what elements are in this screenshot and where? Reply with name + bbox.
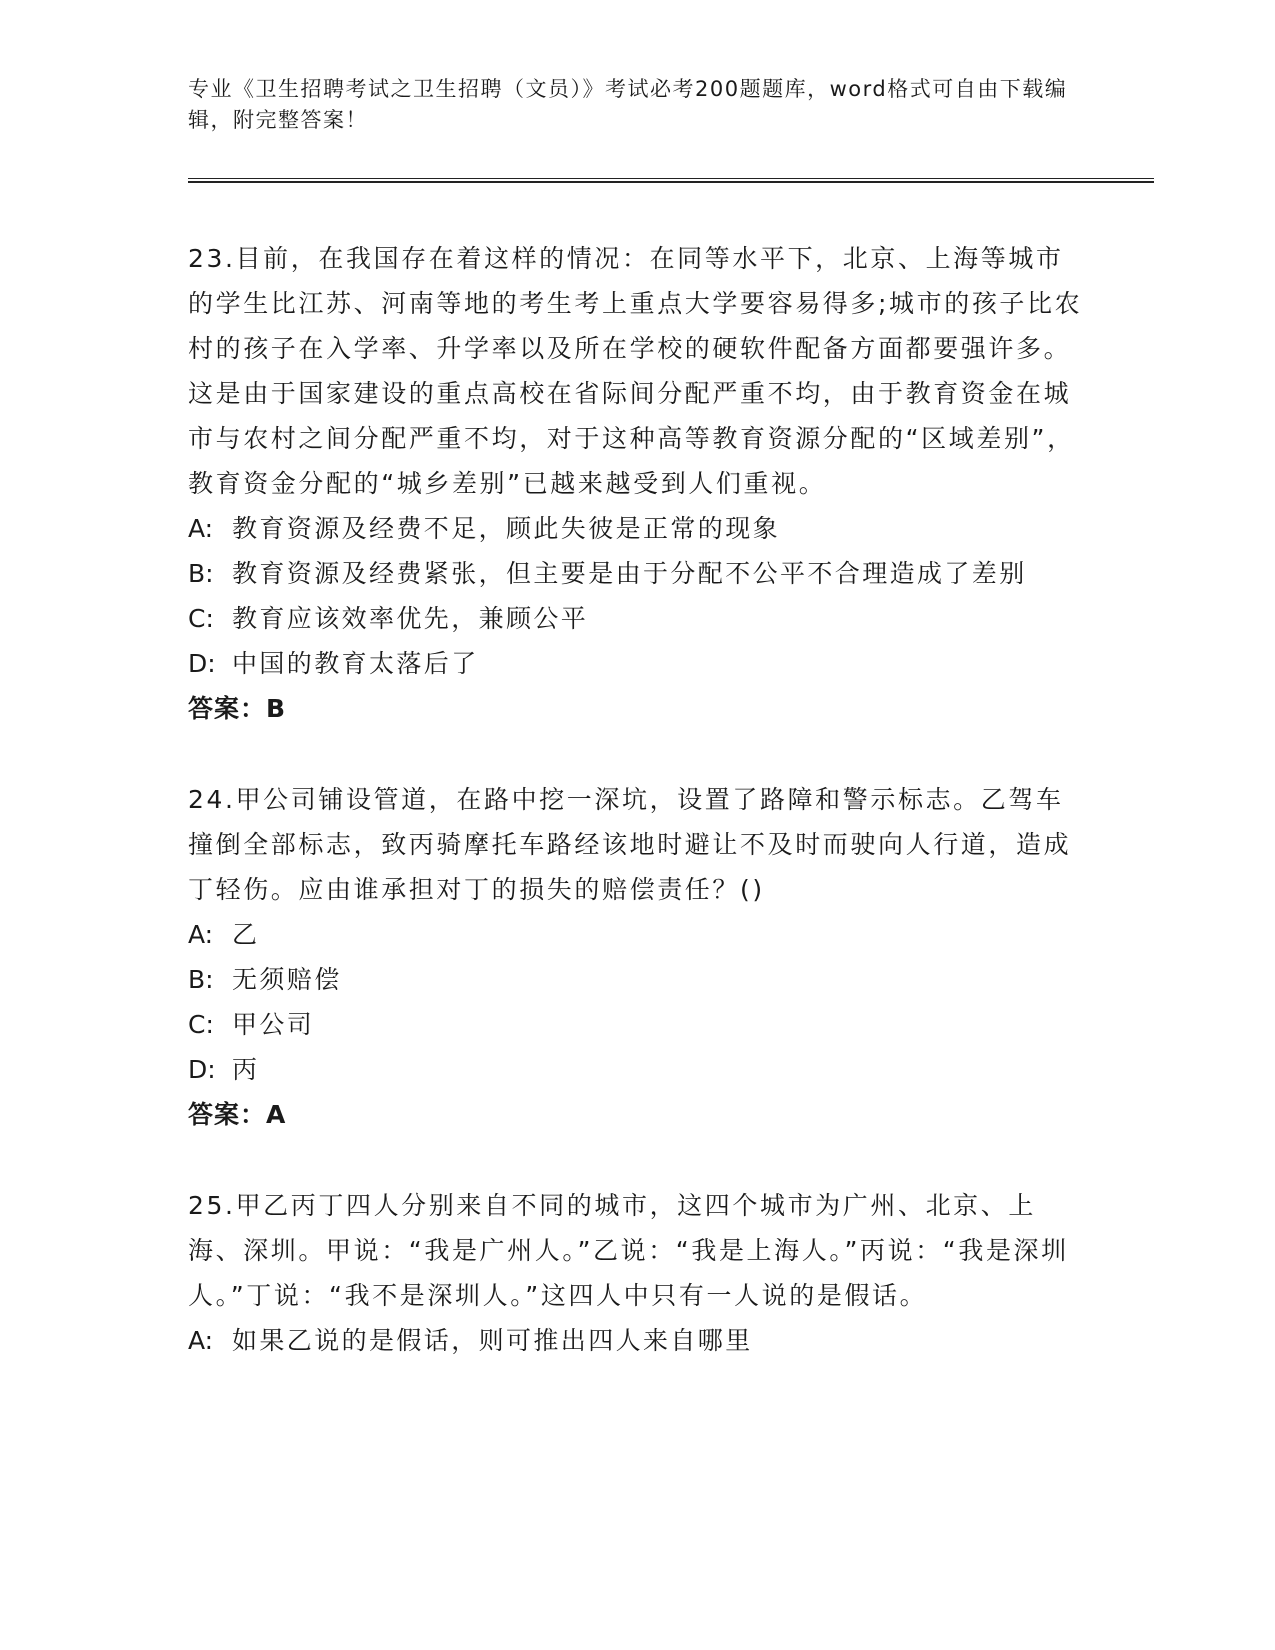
option-d: [188, 641, 1088, 686]
option-letter: A:: [188, 920, 214, 949]
option-text: 乙: [232, 920, 260, 949]
option-letter: A:: [188, 514, 214, 543]
question-number: 25.: [188, 1191, 236, 1220]
header-title: 专业《卫生招聘考试之卫生招聘（文员）》考试必考200题题库，word格式可自由下载编辑，附完整答案！: [188, 77, 1068, 132]
option-letter: B:: [188, 965, 214, 994]
question-text: [188, 236, 1088, 506]
option-a: [188, 1318, 1088, 1363]
question-number: 23.: [188, 244, 236, 273]
option-letter: B:: [188, 559, 214, 588]
option-letter: D:: [188, 649, 216, 678]
option-text: 教育应该效率优先，兼顾公平: [232, 604, 589, 633]
option-text: 无须赔偿: [232, 965, 342, 994]
option-b: [188, 551, 1088, 596]
document-header: [188, 74, 1068, 136]
option-a: [188, 506, 1088, 551]
option-letter: A:: [188, 1326, 214, 1355]
option-text: 丙: [232, 1055, 260, 1084]
option-text: 如果乙说的是假话，则可推出四人来自哪里: [232, 1326, 753, 1355]
option-a: [188, 912, 1088, 957]
question-23: [188, 236, 1088, 731]
option-letter: C:: [188, 1010, 214, 1039]
question-body: 目前，在我国存在着这样的情况：在同等水平下，北京、上海等城市的学生比江苏、河南等地的考生考上重点大学要容易得多;城市的孩子比农村的孩子在入学率、升学率以及所在学校的硬软件配备方面都要强许多。这是由于国家建设的重点高校在省际间分配严重不均，由于教育资金在城市与农村之间分配严重不均，对于这种高等教育资源分配的“区域差别”，教育资金分配的“城乡差别”已越来越受到人们重视。: [188, 244, 1083, 498]
answer-line: 答案：B: [188, 694, 287, 723]
question-25: [188, 1183, 1088, 1363]
option-text: 甲公司: [232, 1010, 315, 1039]
option-b: [188, 957, 1088, 1002]
header-divider: [188, 178, 1154, 183]
question-list: [188, 236, 1088, 1409]
option-d: [188, 1047, 1088, 1092]
option-c: [188, 1002, 1088, 1047]
question-body: 甲乙丙丁四人分别来自不同的城市，这四个城市为广州、北京、上海、深圳。甲说：“我是广州人。”乙说：“我是上海人。”丙说：“我是深圳人。”丁说：“我不是深圳人。”这四人中只有一人说的是假话。: [188, 1191, 1069, 1310]
question-24: [188, 777, 1088, 1137]
option-c: [188, 596, 1088, 641]
option-text: 教育资源及经费不足，顾此失彼是正常的现象: [232, 514, 781, 543]
question-body: 甲公司铺设管道，在路中挖一深坑，设置了路障和警示标志。乙驾车撞倒全部标志，致丙骑摩托车路经该地时避让不及时而驶向人行道，造成丁轻伤。应由谁承担对丁的损失的赔偿责任？(): [188, 785, 1072, 904]
question-text: [188, 777, 1088, 912]
option-text: 教育资源及经费紧张，但主要是由于分配不公平不合理造成了差别: [232, 559, 1027, 588]
option-letter: C:: [188, 604, 214, 633]
option-text: 中国的教育太落后了: [232, 649, 479, 678]
question-text: [188, 1183, 1088, 1318]
question-number: 24.: [188, 785, 236, 814]
option-letter: D:: [188, 1055, 216, 1084]
answer-line: 答案：A: [188, 1100, 287, 1129]
